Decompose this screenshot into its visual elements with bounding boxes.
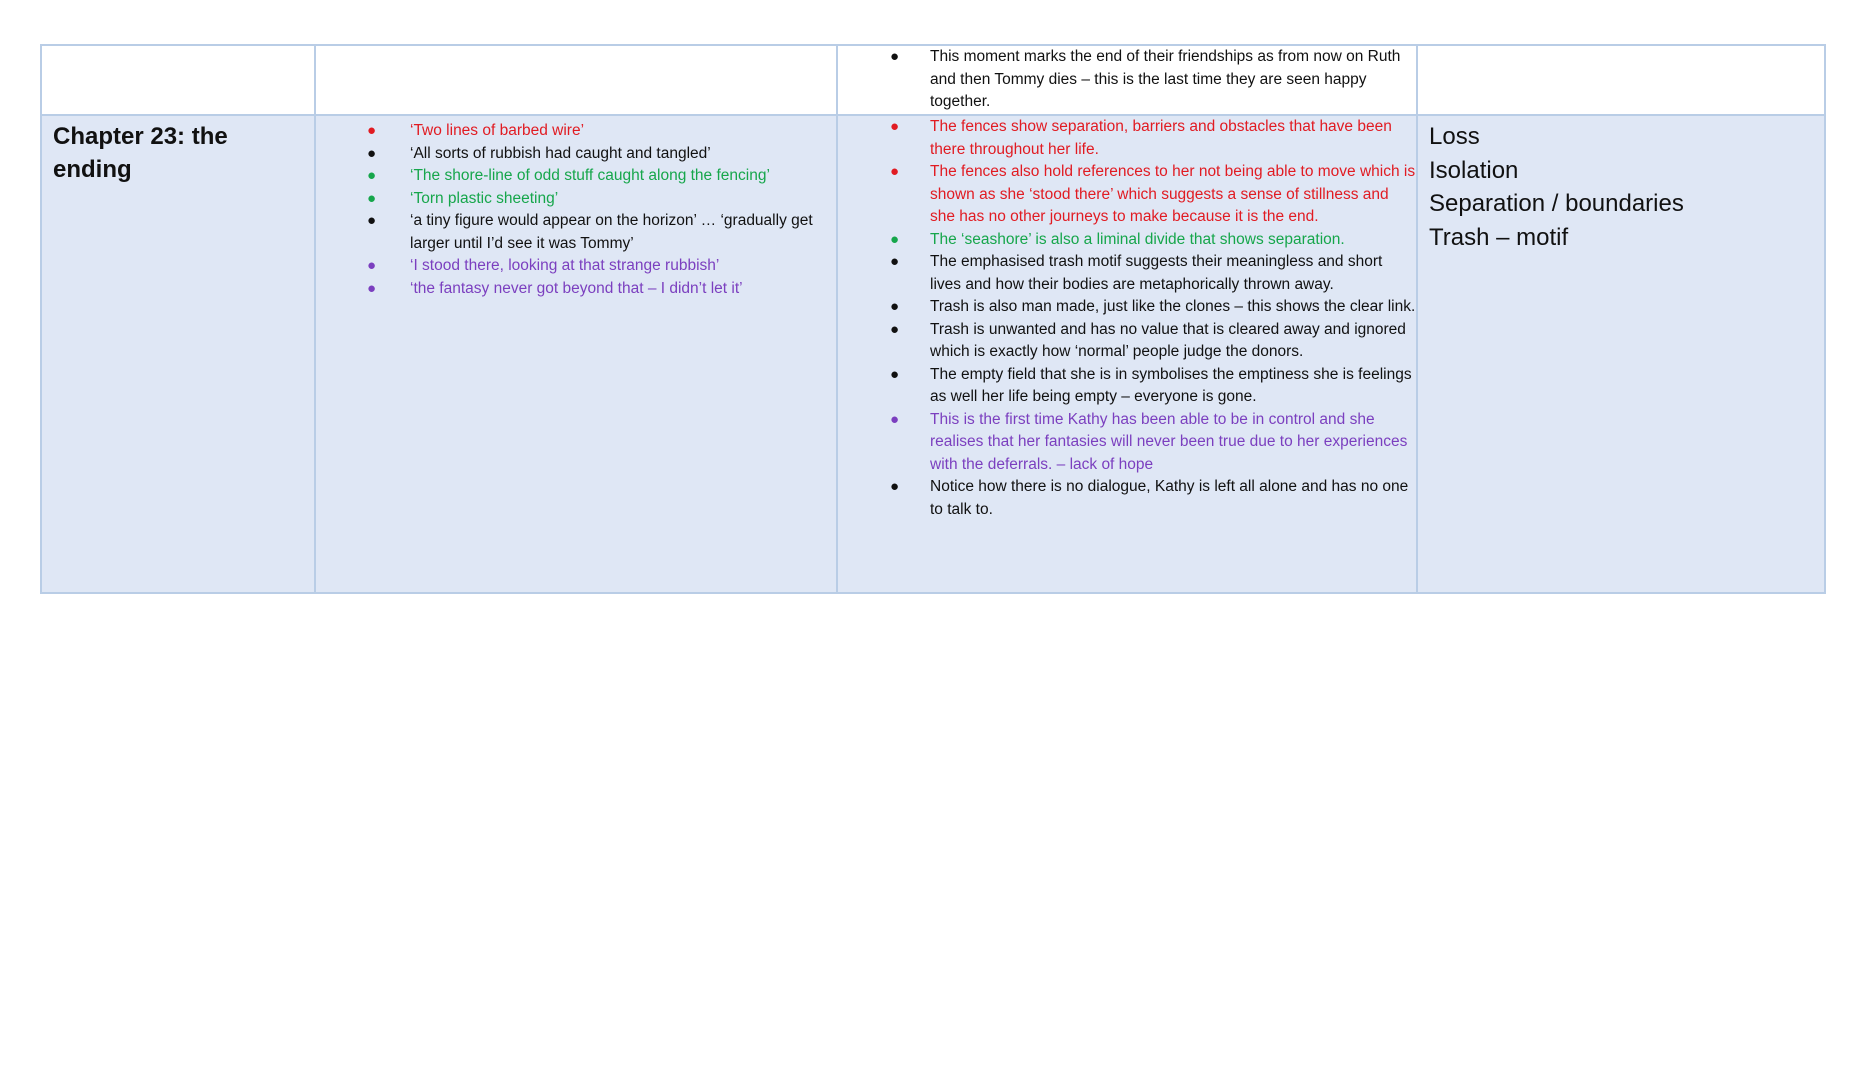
analysis-item: [838, 116, 1416, 161]
quote-item: [316, 278, 826, 301]
quote-item: [316, 143, 826, 166]
top-note-text: This moment marks the end of their friendships as from now on Ruth and then Tommy dies – this is the last time they are seen happy together.: [930, 48, 1401, 110]
quote-item: [316, 120, 826, 143]
quote-item-text: ‘a tiny figure would appear on the horizon’ … ‘gradually get larger until I’d see it was Tommy’: [410, 212, 813, 252]
bullet-icon: ●: [890, 410, 900, 428]
analysis-item-text: This is the first time Kathy has been able to be in control and she realises that her fantasies will never been true due to her experiences with the deferrals. – lack of hope: [930, 410, 1408, 473]
analysis-item: [838, 409, 1416, 477]
bullet-icon: ●: [367, 189, 377, 207]
quote-item-text: ‘the fantasy never got beyond that – I didn’t let it’: [410, 279, 743, 297]
analysis-item-text: The emphasised trash motif suggests their meaningless and short lives and how their bodies are metaphorically thrown away.: [930, 253, 1383, 293]
quote-item-text: ‘I stood there, looking at that strange rubbish’: [410, 257, 720, 274]
bullet-icon: ●: [890, 230, 900, 248]
theme-item: Separation / boundaries: [1429, 190, 1684, 217]
bullet-icon: ●: [367, 257, 377, 274]
bullet-icon: ●: [890, 298, 900, 315]
quote-item: [316, 210, 826, 255]
quote-item-text: ‘The shore-line of odd stuff caught along the fencing’: [410, 167, 770, 184]
notes-table: [40, 44, 1826, 594]
analysis-item: [838, 364, 1416, 409]
analysis-list: [838, 116, 1416, 521]
bullet-icon: ●: [890, 478, 900, 495]
bullet-icon: ●: [890, 253, 900, 270]
quote-item-text: ‘Two lines of barbed wire’: [410, 122, 585, 139]
cell-empty-themes: [1417, 45, 1825, 115]
theme-item: Trash – motif: [1429, 223, 1569, 251]
analysis-item: [838, 476, 1416, 521]
bullet-icon: ●: [890, 163, 900, 180]
list-item: [838, 46, 1416, 114]
analysis-item-text: The empty field that she is in symbolises the emptiness she is feelings as well her life being empty – everyone is gone.: [930, 365, 1412, 405]
chapter-title: Chapter 23: the ending: [53, 123, 228, 183]
quote-item: [316, 255, 826, 278]
top-analysis-list: [838, 46, 1416, 114]
analysis-item-text: The fences also hold references to her not being able to move which is shown as she ‘stood there’ which suggests a sense of stillness and she has no other journeys to make because it is the end.: [930, 163, 1416, 225]
analysis-item-text: Trash is also man made, just like the clones – this shows the clear link.: [930, 298, 1416, 315]
analysis-item-text: Trash is unwanted and has no value that is cleared away and ignored which is exactly how ‘normal’ people judge the donors.: [930, 320, 1406, 360]
quote-item-text: ‘All sorts of rubbish had caught and tangled’: [410, 144, 711, 162]
analysis-item: [838, 229, 1416, 252]
analysis-item-text: The fences show separation, barriers and obstacles that have been there throughout her life.: [930, 118, 1392, 158]
cell-empty-quotes: [315, 45, 837, 115]
bullet-icon: ●: [890, 118, 900, 135]
quote-item: [316, 188, 826, 211]
cell-empty-chapter: [41, 45, 315, 115]
theme-item: Loss: [1429, 123, 1480, 150]
table-row-chapter-23: [41, 115, 1825, 593]
quote-item-text: ‘Torn plastic sheeting’: [410, 189, 559, 207]
analysis-item: [838, 296, 1416, 319]
themes-list: [1418, 116, 1824, 254]
cell-themes: [1417, 115, 1825, 593]
analysis-item-text: Notice how there is no dialogue, Kathy is left all alone and has no one to talk to.: [930, 478, 1409, 518]
quotes-list: [316, 116, 836, 300]
analysis-item: [838, 161, 1416, 229]
cell-quotes: [315, 115, 837, 593]
quote-item: [316, 165, 826, 188]
bullet-icon: ●: [367, 167, 377, 184]
bullet-icon: ●: [367, 279, 377, 297]
table-row-previous: [41, 45, 1825, 115]
cell-top-analysis: [837, 45, 1417, 115]
analysis-item: [838, 251, 1416, 296]
bullet-icon: ●: [890, 48, 900, 65]
bullet-icon: ●: [367, 144, 377, 162]
bullet-icon: ●: [367, 122, 377, 139]
cell-analysis: [837, 115, 1417, 593]
bullet-icon: ●: [890, 365, 900, 383]
analysis-item-text: The ‘seashore’ is also a liminal divide that shows separation.: [930, 230, 1345, 248]
bullet-icon: ●: [367, 212, 377, 229]
analysis-item: [838, 319, 1416, 364]
bullet-icon: ●: [890, 320, 900, 338]
theme-item: Isolation: [1429, 156, 1519, 184]
cell-chapter: [41, 115, 315, 593]
